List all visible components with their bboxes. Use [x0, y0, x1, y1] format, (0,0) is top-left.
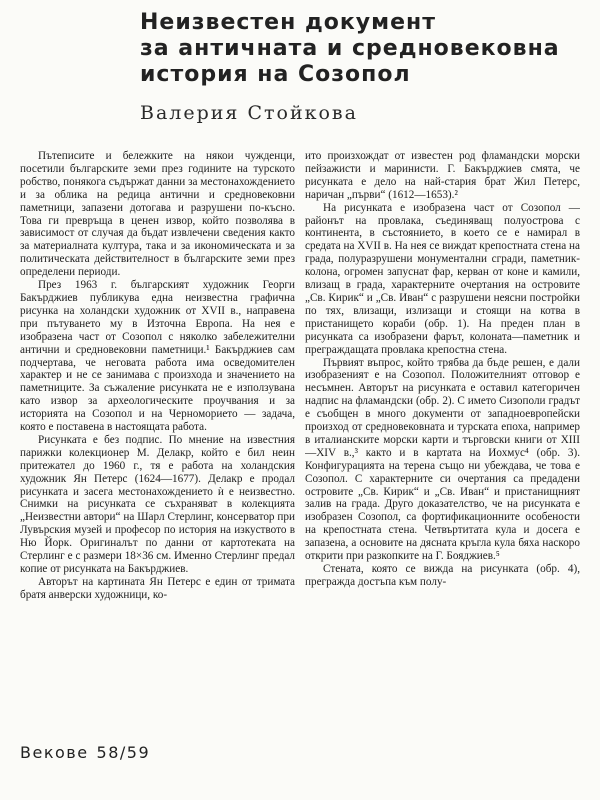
paragraph: ито произхождат от известен род фламандски морски пейзажисти и маринисти. Г. Бакърджиев смята, че рисунката е дело на най-стария брат Жил Петерс, наричан „първи“ (1612—1653).²: [305, 150, 580, 201]
title-line-3: история на Созопол: [140, 62, 411, 87]
journal-name: Векове: [20, 743, 89, 762]
article-author: Валерия Стойкова: [140, 102, 358, 124]
article-title: [140, 10, 590, 88]
title-line-1: Неизвестен документ: [140, 10, 436, 35]
page-footer: [20, 743, 150, 762]
paragraph: Първият въпрос, който трябва да бъде решен, е дали изобразеният е на Созопол. Положителният отговор е несъмнен. Авторът на рисунката е оставил категоричен надпис на фламандски (обр. 2). С името Сизополи градът е съобщен в много документи от западноевропейски произход от средновековната и турската епоха, например в италианските морски карти и търговски книги от XIII—XIV в.,³ както и в картата на Иохмус⁴ (обр. 3). Конфигурацията на терена също ни убеждава, че това е Созопол. С характерните си очертания са предадени островите „Св. Кирик“ и „Св. Иван“ и пристанищният залив на града. Друго доказателство, че на рисунката е изобразен Созопол, са фортификационните особености на крепостната стена. Четвъртитата кула и досега е запазена, а основите на дясната кръгла кула бяха наскоро открити при разкопките на Г. Бояджиев.⁵: [305, 356, 580, 563]
paragraph: Авторът на картината Ян Петерс е един от тримата братя анверски художници, ко-: [20, 575, 295, 601]
paragraph: На рисунката е изобразена част от Созопол — районът на провлака, съединяващ полуострова с континента, в състоянието, в което се е намирал в средата на XVII в. На нея се виждат крепостната стена на града, полуразрушени монументални сгради, паметник-колона, огромен запуснат фар, керван от коне и камили, влизащ в града, характерните очертания на островите „Св. Кирик“ и „Св. Иван“ с разрушени неясни постройки по тях, влизащи, излизащи и стоящи на котва в пристанището кораби (обр. 1). На преден план в рисунката са изобразени фарът, колоната—паметник и преграждащата провлака крепостна стена.: [305, 201, 580, 356]
paragraph: Стената, която се вижда на рисунката (обр. 4), преграждa достъпа към полу-: [305, 563, 580, 588]
right-text-column: [305, 150, 580, 730]
paragraph: Пътеписите и бележките на някои чужденци, посетили българските земи през годините на турското робство, понякога съдържат данни за местонахождението и за облика на редица антични и средновековни паметници, запазени дотогава и разрушени по-късно. Това ги превръща в ценен извор, който позволява в зависимост от случая да бъдат извлечени сведения както за материалната култура, така и за икономическата и за политическата действителност в българските земи през определени периоди.: [20, 150, 295, 279]
left-text-column: [20, 150, 295, 730]
title-line-2: за античната и средновековна: [140, 36, 560, 61]
page-numbers: 58/59: [96, 743, 151, 762]
paragraph: Рисунката е без подпис. По мнение на известния парижки колекционер М. Делакр, който е бил неин притежател до 1960 г., тя е работа на холандския художник Ян Петерс (1624—1677). Делакр е продал рисунката и засега местонахождението ѝ е неизвестно. Снимки на рисунката се съхраняват в колекцията „Неизвестни автори“ на Шарл Стерлинг, консерватор при Лувърския музей и професор по история на изкуството в Ню Йорк. Оригиналът по данни от картотеката на Стерлинг е с размери 18×36 см. Именно Стерлинг предал копие от рисунката на Бакърджиев.: [20, 433, 295, 575]
paragraph: През 1963 г. българският художник Георги Бакърджиев публикува една неизвестна графична рисунка на холандски художник от XVII в., направена при пътуването му в Източна Европа. На нея е изобразена част от Созопол с няколко забележителни антични и средновековни паметници.¹ Бакърджиев сам подчертава, че неговата работа има осведомителен характер и не се занимава с произхода и значението на паметниците. За съжаление рисунката не е използувана като извор за археологическите проучвания и за историята на Созопол и на Черноморието — задача, която е поставена в настоящата работа.: [20, 279, 295, 434]
